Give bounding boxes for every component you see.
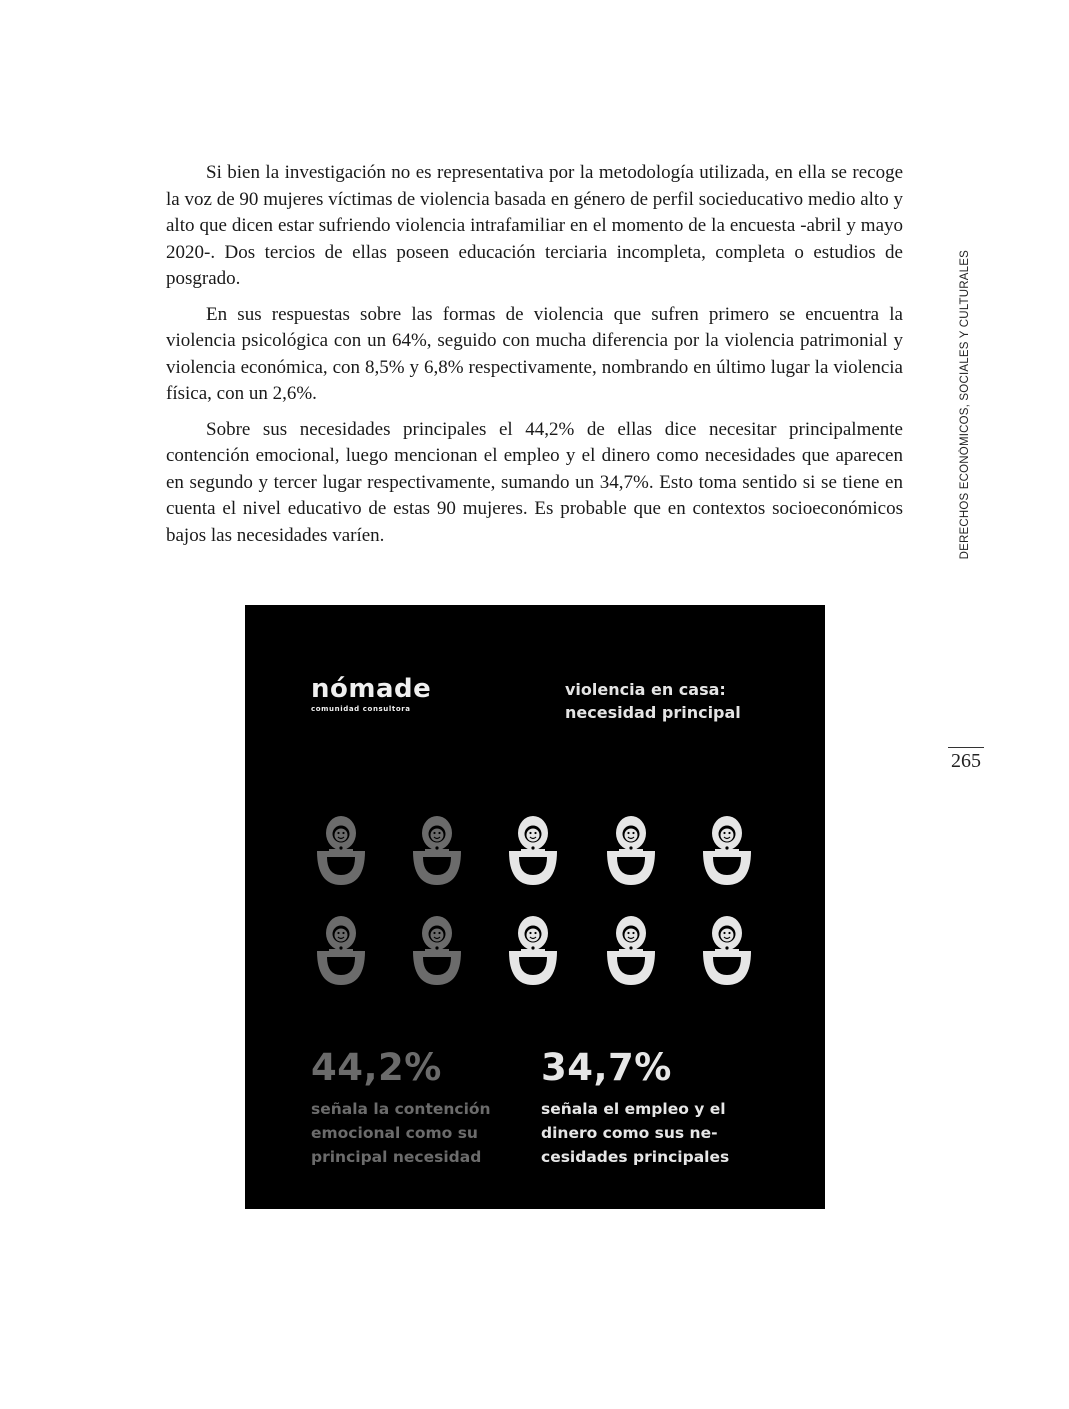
matryoshka-doll-icon [317,916,365,985]
body-text [166,160,903,558]
brand-tagline: comunidad consultora [311,705,411,713]
matryoshka-doll-icon [413,916,461,985]
title-line: violencia en casa: [565,680,726,699]
paragraph: Si bien la investigación no es representativa por la metodología utilizada, en ella se recoge la voz de 90 mujeres víctimas de violencia basada en género de perfil socieducativo medio alto y alto que dicen estar sufriendo violencia intrafamiliar en el momento de la encuesta -abril y mayo 2020-. Dos tercios de ellas poseen educación terciaria incompleta, completa o estudios de posgrado. [166,162,903,289]
matryoshka-doll-icon [703,916,751,985]
running-header-vertical [951,245,979,565]
matryoshka-doll-icon [509,816,557,885]
paragraph: En sus respuestas sobre las formas de violencia que sufren primero se encuentra la violencia psicológica con un 64%, seguido con mucha diferencia por la violencia patrimonial y violencia económica, con 8,5% y 6,8% respectivamente, nombrando en último lugar la violencia física, con un 2,6%. [166,303,903,404]
stat-description-line: emocional como su [311,1124,478,1142]
matryoshka-doll-icon [607,816,655,885]
matryoshka-doll-icon [509,916,557,985]
page-number-rule [948,747,984,748]
paragraph: Sobre sus necesidades principales el 44,2% de ellas dice necesitar principalmente contención emocional, luego mencionan el empleo y el dinero como necesidades que aparecen en segundo y tercer lugar respectivamente, sumando un 34,7%. Esto toma sentido si se tiene en cuenta el nivel educativo de estas 90 mujeres. Es probable que en contextos socioeconómicos bajos las necesidades varíen. [166,418,903,546]
matryoshka-doll-icon [703,816,751,885]
stat-description-line: principal necesidad [311,1148,482,1166]
brand-name: nómade [311,674,432,704]
page-number: 265 [951,750,981,772]
infographic [245,605,825,1209]
stat-description-line: señala el empleo y el [541,1100,726,1118]
stat-description [541,1097,756,1169]
stat-description [311,1097,526,1169]
matryoshka-doll-icon [317,816,365,885]
stat-description-line: cesidades principales [541,1148,730,1166]
stat-value: 44,2% [311,1046,442,1089]
section-title: DERECHOS ECONÓMICOS, SOCIALES Y CULTURALES [959,250,971,560]
stat-description-line: dinero como sus ne- [541,1124,718,1142]
matryoshka-doll-icon [607,916,655,985]
matryoshka-doll-icon [413,816,461,885]
title-line: necesidad principal [565,703,741,722]
stat-description-line: señala la contención [311,1100,491,1118]
stat-empleo [541,1045,781,1169]
stat-contencion [311,1045,551,1169]
stat-value: 34,7% [541,1046,672,1089]
